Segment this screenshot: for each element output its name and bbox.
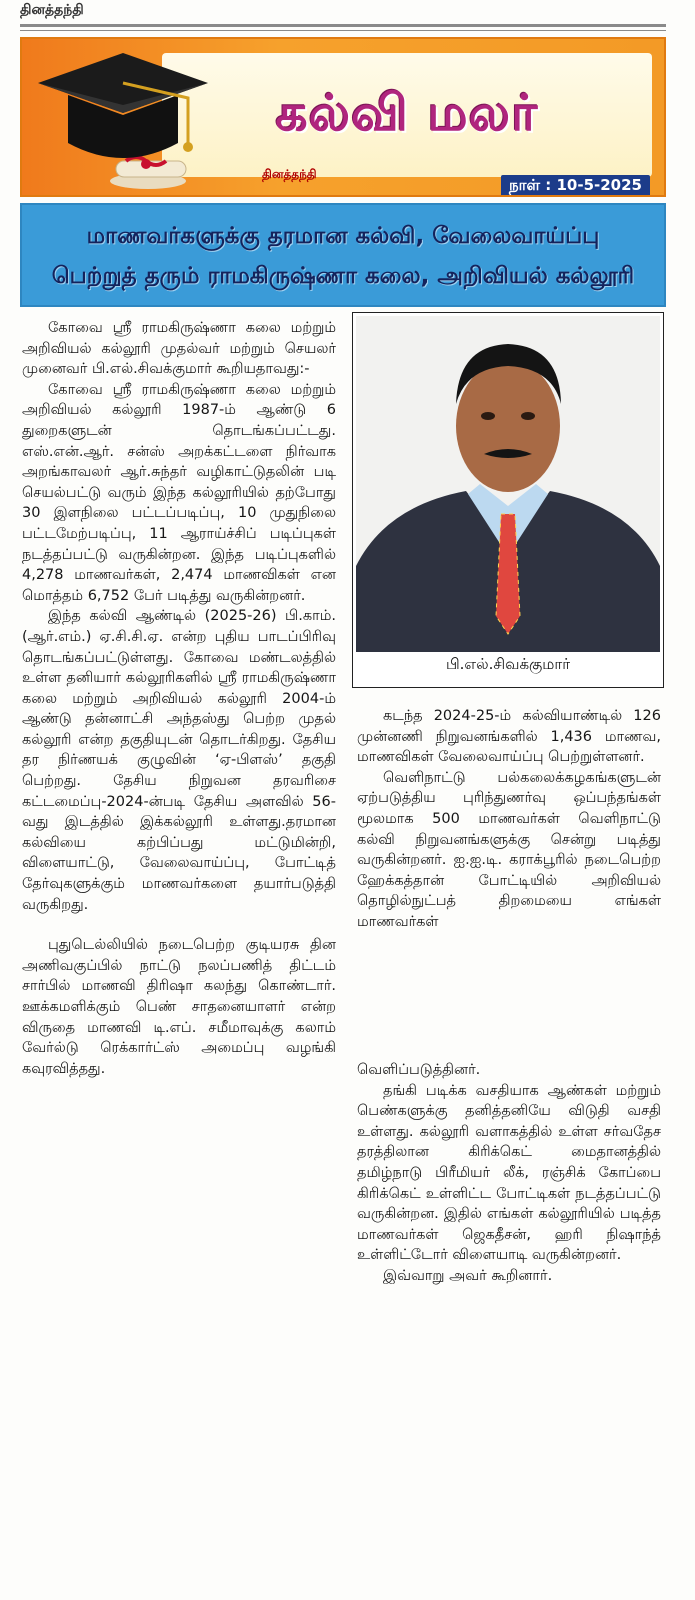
article-headline [20, 203, 666, 307]
paragraph: கடந்த 2024-25-ம் கல்வியாண்டில் 126 முன்னணி நிறுவனங்களில் 1,436 மாணவ, மாணவிகள் வேலைவாய்ப்பு பெற்றுள்ளனர். [357, 708, 661, 766]
section-banner [20, 37, 666, 197]
paragraph: தங்கி படிக்க வசதியாக ஆண்கள் மற்றும் பெண்களுக்கு தனித்தனியே விடுதி வசதி உள்ளது. கல்லூரி வளாகத்தில் உள்ள சர்வதேச தரத்திலான கிரிக்கெட் மைதானத்தில் தமிழ்நாடு பிரீமியர் லீக், ரஞ்சிக் கோப்பை கிரிக்கெட் உள்ளிட்ட போட்டிகள் நடத்தப்பட்டு வருகின்றன. இதில் எங்கள் கல்லூரியில் படித்த மாணவர்கள் ஜெகதீசன், ஹரி நிஷாந்த் உள்ளிட்டோர் விளையாடி வருகின்றனர். [357, 1082, 661, 1264]
paragraph: இவ்வாறு அவர் கூறினார். [383, 1267, 553, 1284]
paragraph-continuation: வெளிப்படுத்தினர். [357, 1062, 481, 1078]
paragraph: கோவை ஸ்ரீ ராமகிருஷ்ணா கலை மற்றும் அறிவியல் கல்லூரி 1987-ம் ஆண்டு 6 துறைகளுடன் தொடங்கப்பட்டது. எஸ்.என்.ஆர். சன்ஸ் அறக்கட்டளை நிர்வாக அறங்காவலர் ஆர்.சுந்தர் வழிகாட்டுதலின் படி செயல்பட்டு வரும் இந்த கல்லூரியில் தற்போது 30 இளநிலை பட்டப்படிப்பு, 10 முதுநிலை பட்டமேற்படிப்பு, 11 ஆராய்ச்சிப் படிப்புகள் நடத்தப்பட்டு வருகின்றன. இந்த படிப்புகளில் 4,278 மாணவர்கள், 2,474 மாணவிகள் என மொத்தம் 6,752 பேர் படித்து வருகின்றனர். [22, 381, 336, 604]
header-rule-thin [20, 30, 666, 31]
photo-caption: பி.எல்.சிவக்குமார் [445, 655, 571, 673]
newspaper-name: தினத்தந்தி [20, 2, 84, 18]
article-column-right-top [357, 706, 661, 933]
paragraph: வெளிநாட்டு பல்கலைக்கழகங்களுடன் ஏற்படுத்திய புரிந்துணர்வு ஒப்பந்தங்கள் மூலமாக 500 மாணவர்கள் வெளிநாட்டு கல்வி நிறுவனங்களுக்கு சென்று படித்து வருகின்றனர். ஐ.ஐ.டி. கராக்பூரில் நடைபெற்ற ஹேக்கத்தான் போட்டியில் அறிவியல் தொழில்நுட்பத் திறமையை எங்கள் மாணவர்கள் [357, 769, 661, 930]
article-column-right-bottom [357, 1060, 661, 1287]
header-rule [20, 24, 666, 27]
banner-logo: தினத்தந்தி [262, 167, 317, 181]
headline-line-2: பெற்றுத் தரும் ராமகிருஷ்ணா கலை, அறிவியல் கல்லூரி [51, 263, 635, 289]
issue-date: நாள் : 10-5-2025 [501, 175, 650, 197]
portrait-frame [352, 312, 664, 688]
paragraph: இந்த கல்வி ஆண்டில் (2025-26) பி.காம். (ஆர்.எம்.) ஏ.சி.சி.ஏ. என்ற புதிய பாடப்பிரிவு தொடங்கப்பட்டுள்ளது. கோவை மண்டலத்தில் உள்ள தனியார் கல்லூரிகளில் ஸ்ரீ ராமகிருஷ்ணா கலை மற்றும் அறிவியல் கல்லூரி 2004-ம் ஆண்டு தன்னாட்சி அந்தஸ்து பெற்ற முதல் கல்லூரி என்ற தகுதியுடன் தொடர்கிறது. தேசிய தர நிர்ணயக் குழுவின் ‘ஏ-பிளஸ்’ தகுதி பெற்றது. தேசிய நிறுவன தரவரிசை கட்டமைப்பு-2024-ன்படி தேசிய அளவில் 56-வது இடத்தில் இக்கல்லூரி உள்ளது.தரமான கல்வியை கற்பிப்பது மட்டுமின்றி, விளையாட்டு, வேலைவாய்ப்பு, போட்டித் தேர்வுகளுக்கும் மாணவர்களை தயார்படுத்தி வருகிறது. [22, 608, 336, 913]
paragraph: புதுடெல்லியில் நடைபெற்ற குடியரசு தின அணிவகுப்பில் நாட்டு நலப்பணித் திட்டம் சார்பில் மாணவி திரிஷா கலந்து கொண்டார். ஊக்கமளிக்கும் பெண் சாதனையாளர் என்ற விருதை மாணவி டி.எப். சமீமாவுக்கு கலாம் வேர்ல்டு ரெக்கார்ட்ஸ் அமைப்பு வழங்கி கவுரவித்தது. [22, 937, 336, 1077]
portrait-photo [356, 316, 660, 652]
paragraph: கோவை ஸ்ரீ ராமகிருஷ்ணா கலை மற்றும் அறிவியல் கல்லூரி முதல்வர் மற்றும் செயலர் முனைவர் பி.எல்.சிவக்குமார் கூறியதாவது:- [22, 320, 336, 378]
article-column-left [22, 318, 336, 1079]
banner-title: கல்வி மலர் [275, 83, 539, 142]
headline-line-1: மாணவர்களுக்கு தரமான கல்வி, வேலைவாய்ப்பு [86, 223, 600, 249]
